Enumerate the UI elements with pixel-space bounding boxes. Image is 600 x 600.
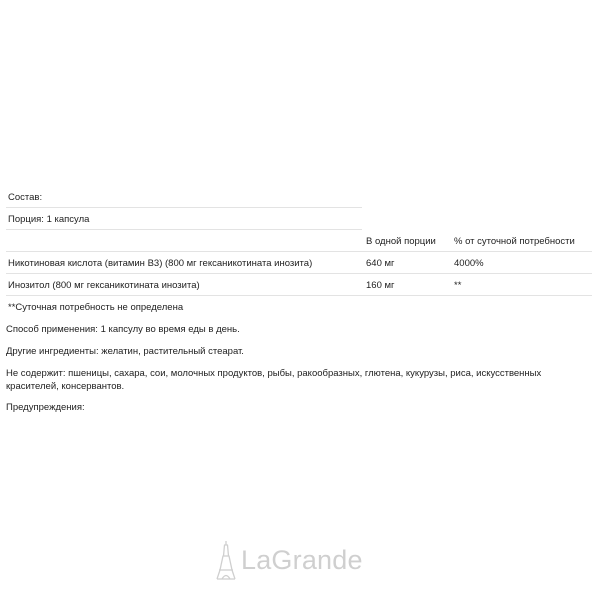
footnote-row	[6, 296, 592, 317]
column-header-row	[6, 230, 592, 252]
daily-value-footnote: **Суточная потребность не определена	[8, 302, 184, 313]
ingredient-name: Никотиновая кислота (витамин B3) (800 мг гексаникотината инозита)	[8, 258, 313, 269]
ingredient-name: Инозитол (800 мг гексаникотината инозита)	[8, 280, 200, 291]
facts-heading: Состав:	[8, 192, 43, 203]
usage-text: Способ применения: 1 капсулу во время еды в день.	[6, 324, 240, 335]
serving-size-row	[6, 208, 362, 230]
free-of-text: Не содержит: пшеницы, сахара, сои, молочных продуктов, рыбы, ракообразных, глютена, кукурузы, риса, искусственных красителей, консервантов.	[6, 368, 542, 392]
other-ingredients-text: Другие ингредиенты: желатин, растительный стеарат.	[6, 346, 244, 357]
serving-size: Порция: 1 капсула	[8, 214, 90, 225]
table-row	[6, 252, 592, 274]
watermark-logo	[215, 540, 363, 580]
supplement-facts-table	[6, 186, 592, 317]
table-row	[6, 274, 592, 296]
ingredient-daily-value: 4000%	[454, 258, 484, 269]
column-header-daily-value: % от суточной потребности	[454, 236, 575, 247]
column-header-per-serving: В одной порции	[366, 236, 436, 247]
ingredient-daily-value: **	[454, 280, 462, 291]
facts-heading-row	[6, 186, 362, 208]
eiffel-tower-icon	[215, 540, 237, 580]
warnings-heading: Предупреждения:	[6, 402, 85, 413]
ingredient-amount: 640 мг	[366, 258, 395, 269]
ingredient-amount: 160 мг	[366, 280, 395, 291]
watermark-brand-text: LaGrande	[241, 544, 363, 575]
